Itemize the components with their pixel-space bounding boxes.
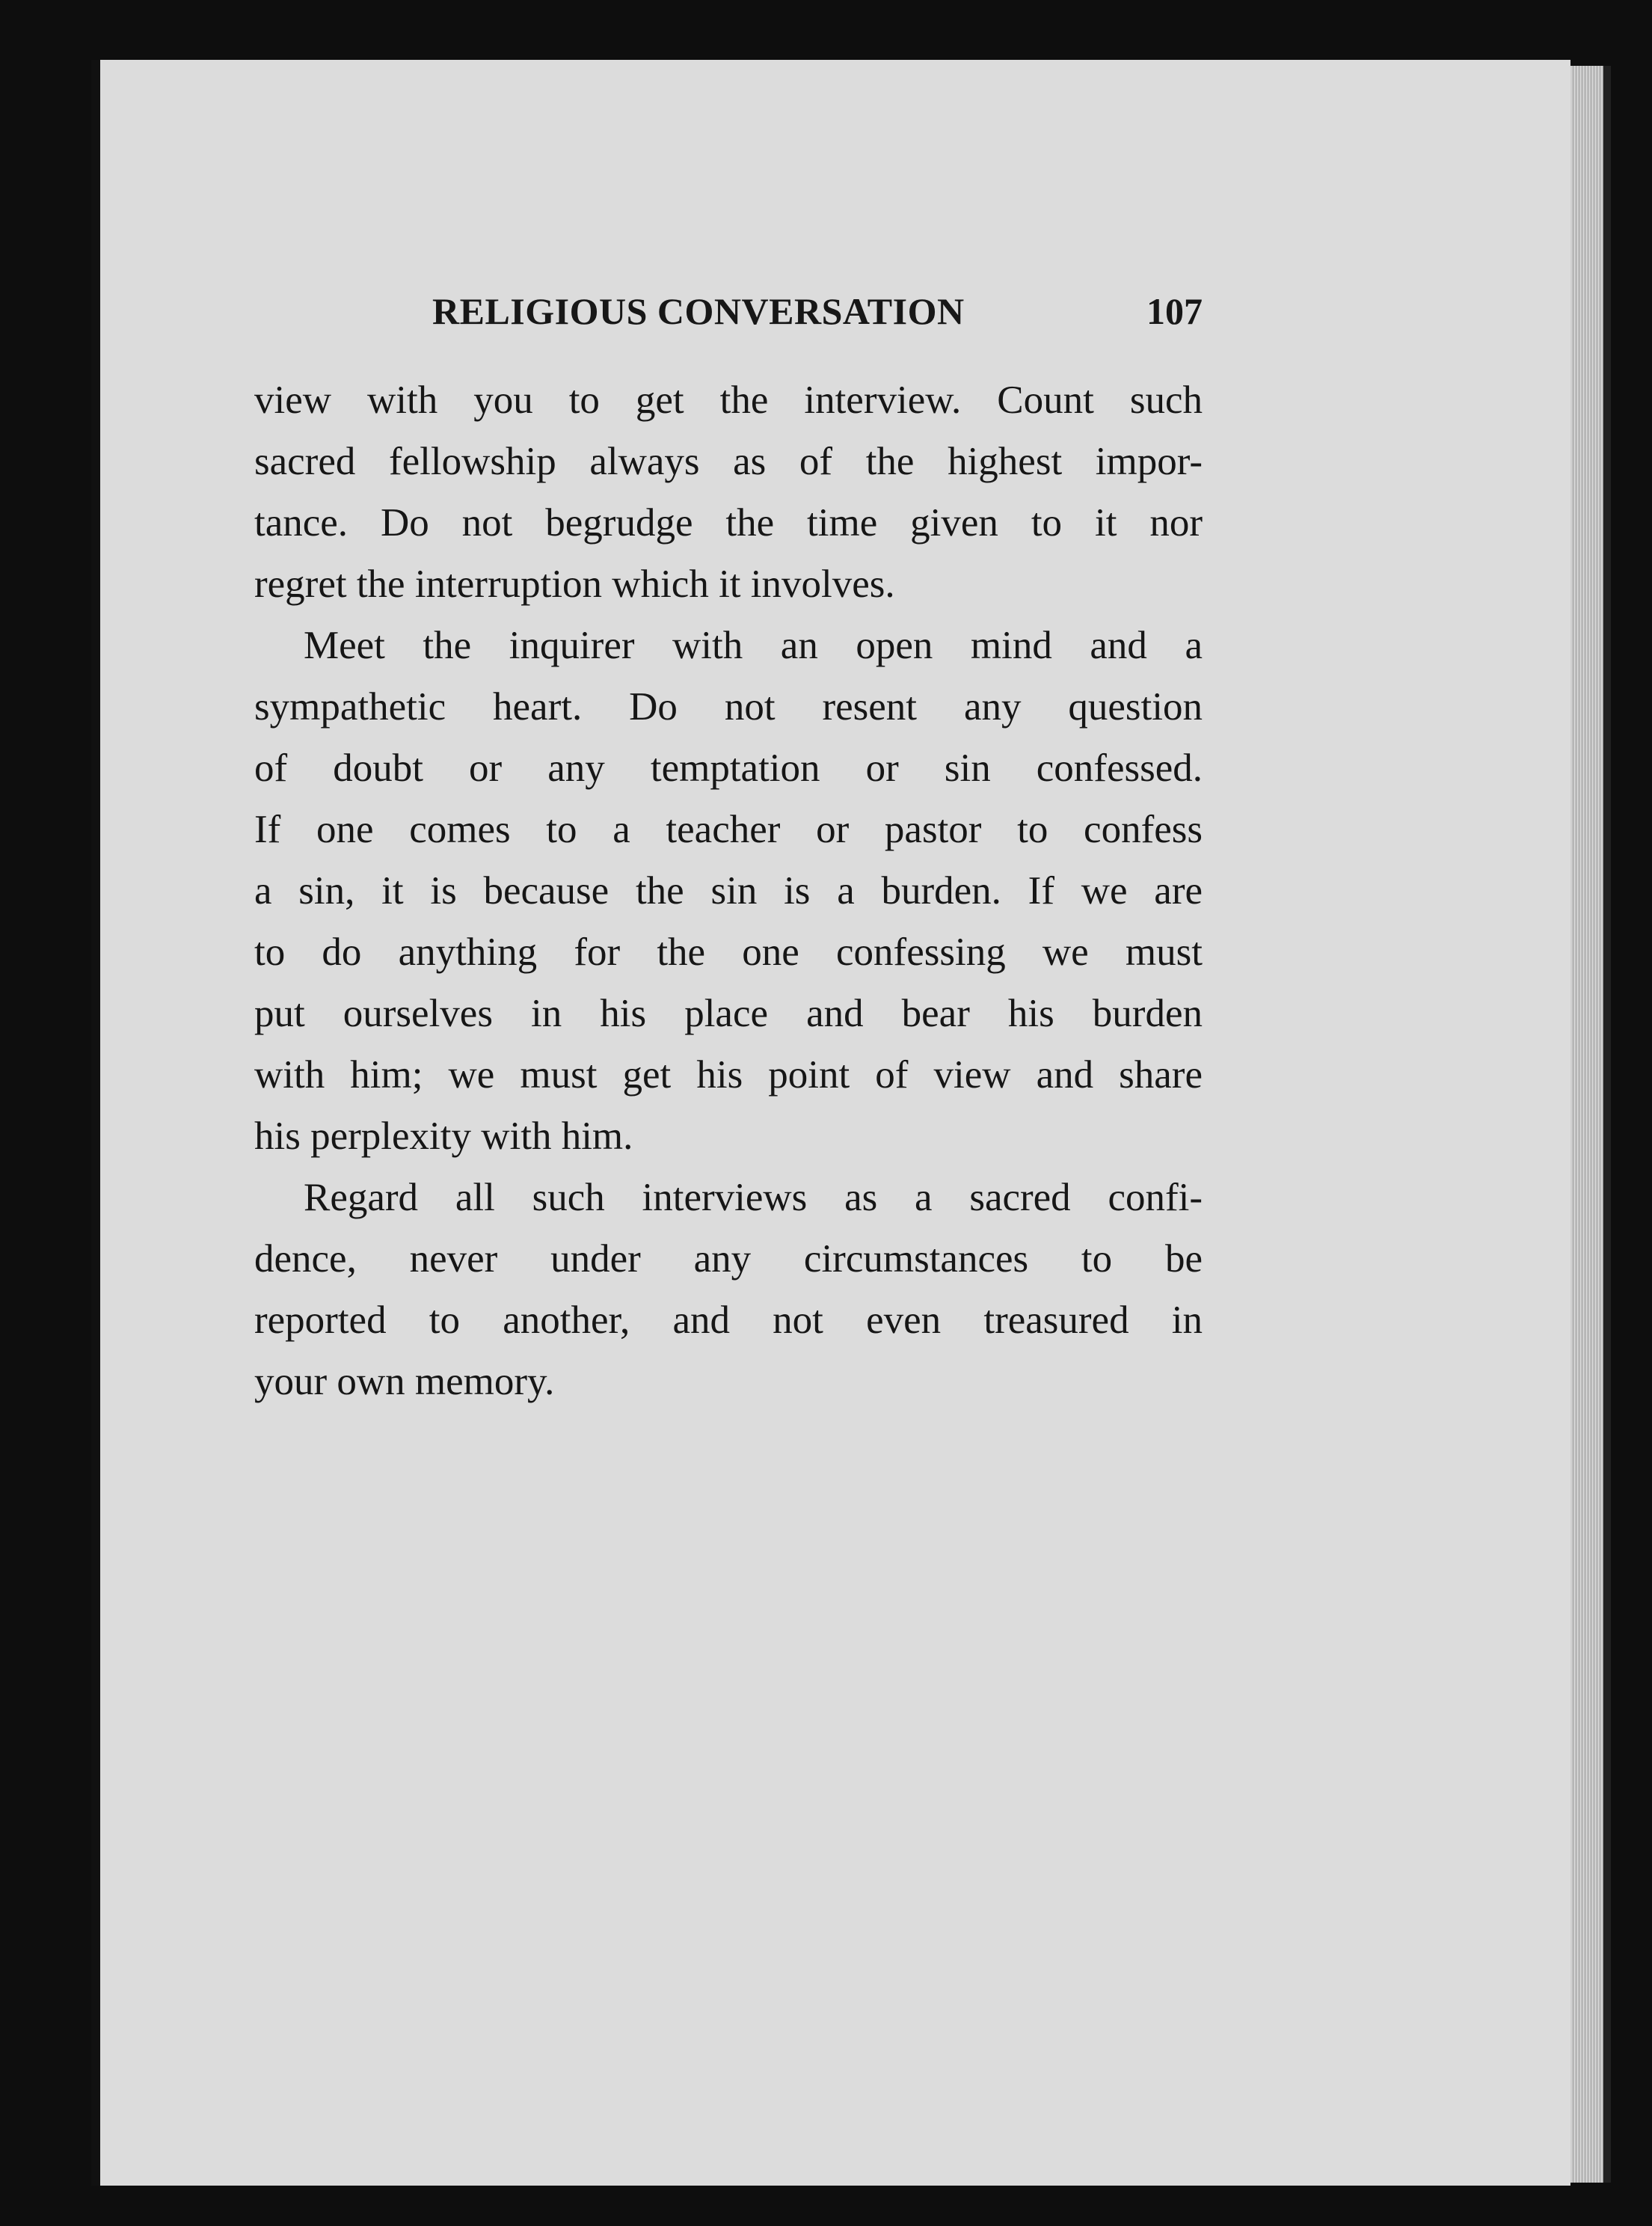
text-line: tance. Do not begrudge the time given to it nor bbox=[254, 501, 1203, 545]
text-line: view with you to get the interview. Count such bbox=[254, 378, 1203, 422]
text-line: dence, never under any circumstances to be bbox=[254, 1237, 1203, 1281]
running-title: RELIGIOUS CONVERSATION bbox=[432, 290, 965, 332]
text-line: with him; we must get his point of view and share bbox=[254, 1053, 1203, 1097]
text-line: Meet the inquirer with an open mind and a bbox=[304, 624, 1203, 667]
text-line: his perplexity with him. bbox=[254, 1114, 633, 1158]
text-line: reported to another, and not even treasured in bbox=[254, 1298, 1203, 1342]
page-edges bbox=[1570, 66, 1603, 2183]
text-line: If one comes to a teacher or pastor to confess bbox=[254, 808, 1203, 851]
text-line: sacred fellowship always as of the highest impor- bbox=[254, 440, 1203, 483]
page-edge-shadow bbox=[1603, 66, 1611, 2183]
text-line: a sin, it is because the sin is a burden. If we are bbox=[254, 869, 1203, 913]
page-number: 107 bbox=[1146, 290, 1203, 332]
text-line: regret the interruption which it involves. bbox=[254, 562, 895, 606]
text-line: your own memory. bbox=[254, 1360, 555, 1403]
text-line: of doubt or any temptation or sin confessed. bbox=[254, 746, 1203, 790]
text-line: sympathetic heart. Do not resent any question bbox=[254, 685, 1203, 729]
text-line: Regard all such interviews as a sacred confi- bbox=[304, 1176, 1203, 1219]
text-line: put ourselves in his place and bear his burden bbox=[254, 992, 1203, 1035]
text-line: to do anything for the one confessing we must bbox=[254, 930, 1203, 974]
body-text bbox=[254, 370, 1203, 1412]
